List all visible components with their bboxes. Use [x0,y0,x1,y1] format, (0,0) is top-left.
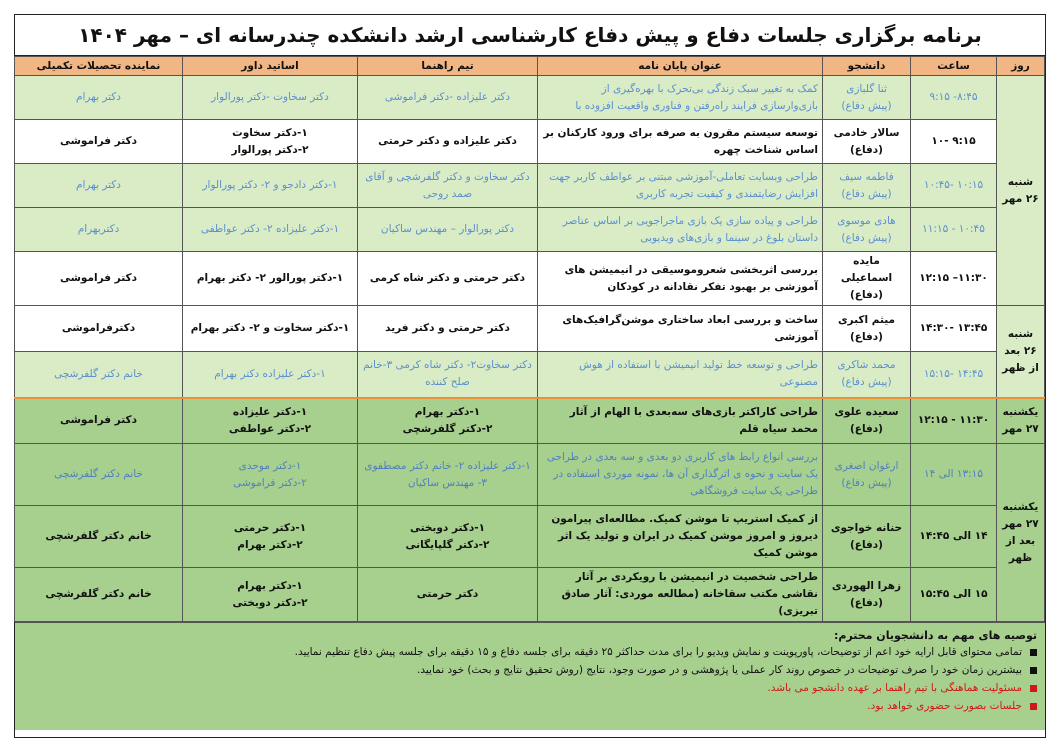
referees-cell: ۱-دکتر پورالور ۲- دکتر بهرام [183,252,358,306]
referees-cell: ۱-دکتر موحدی ۲-دکتر فراموشی [183,444,358,506]
bullet-square-icon [1030,649,1037,656]
student-name: حنانه خواجوی [830,521,903,534]
rep-cell: خانم دکتر گلفرشچی [15,444,183,506]
referees-cell: ۱-دکتر علیزاده ۲- دکتر عواطفی [183,208,358,252]
thesis-title-cell: کمک به تغییر سبک زندگی بی‌تحرک با بهره‌گیری از بازی‌وارسازی فرایند راه‌رفتن و فناوری واقعیت افزوده با [538,76,823,120]
time-cell: ۱۴ الی ۱۴:۴۵ [911,506,997,568]
rep-cell: دکتربهرام [15,208,183,252]
note-item: بیشترین زمان خود را صرف توضیحات در خصوص روند کار عملی یا پژوهشی و در صورت وجود، نتایج (روش تحقیق نتایج و بحث) خود نمایید. [23,664,1037,676]
table-row [15,252,1045,306]
header-advisors: تیم راهنما [358,57,538,76]
student-name: ثنا گلبازی [846,82,887,95]
referees-cell: ۱-دکتر سخاوت و ۲- دکتر بهرام [183,306,358,352]
session-type: (پیش دفاع) [841,476,892,489]
advisors-cell: دکتر حرمتی و دکتر فرید [358,306,538,352]
advisors-cell: دکتر علیزاده و دکتر حرمتی [358,120,538,164]
schedule-table [14,56,1045,622]
student-cell [823,444,911,506]
bullet-square-icon [1030,703,1037,710]
table-row [15,76,1045,120]
table-row [15,568,1045,622]
session-type: (دفاع) [850,422,883,435]
student-name: مایده اسماعیلی [840,255,893,284]
referees-cell: دکتر سخاوت -دکتر پورالوار [183,76,358,120]
thesis-title-cell: طراحی وبسایت تعاملی-آموزشی مبتنی بر عواطف کاربر جهت افزایش رضایتمندی و کیفیت تجربه کاربری [538,164,823,208]
referees-cell: ۱-دکتر دادجو و ۲- دکتر پورالوار [183,164,358,208]
notes-heading: توصیه های مهم به دانشجویان محترم: [833,629,1037,642]
student-cell [823,208,911,252]
session-type: (پیش دفاع) [841,231,892,244]
student-cell [823,398,911,444]
time-cell: ۱۳:۴۵ -۱۴:۳۰ [911,306,997,352]
student-cell [823,352,911,398]
schedule-sheet [14,14,1046,738]
rep-cell: دکتر بهرام [15,76,183,120]
session-type: (پیش دفاع) [841,187,892,200]
table-row [15,352,1045,398]
time-cell: ۹:۱۵ -۱۰ [911,120,997,164]
header-student: دانشجو [823,57,911,76]
time-cell: ۱۴:۴۵ -۱۵:۱۵ [911,352,997,398]
student-cell [823,252,911,306]
rep-cell: خانم دکتر گلفرشچی [15,506,183,568]
referees-cell: ۱-دکتر حرمتی ۲-دکتر بهرام [183,506,358,568]
header-rep: نماینده تحصیلات تکمیلی [15,57,183,76]
advisors-cell: ۱-دکتر علیزاده ۲- خانم دکتر مصطفوی ۳- مهندس ساکیان [358,444,538,506]
bullet-square-icon [1030,667,1037,674]
advisors-cell: دکتر علیزاده -دکتر فراموشی [358,76,538,120]
rep-cell: خانم دکتر گلفرشچی [15,568,183,622]
thesis-title-cell: طراحی شخصیت در انیمیشن با رویکردی بر آثار نقاشی مکتب سقاخانه (مطالعه موردی: آثار صادق تبریزی) [538,568,823,622]
note-item-red: جلسات بصورت حضوری خواهد بود. [23,700,1037,712]
thesis-title-cell: طراحی کاراکتر بازی‌های سه‌بعدی با الهام از آثار محمد سیاه قلم [538,398,823,444]
session-type: (دفاع) [850,143,883,156]
student-name: زهرا الهوردی [831,579,902,592]
session-type: (دفاع) [850,596,883,609]
table-header-row [15,57,1045,76]
time-cell: ۱۰:۴۵ - ۱۱:۱۵ [911,208,997,252]
student-name: فاطمه سیف [839,170,894,183]
student-cell [823,120,911,164]
session-type: (پیش دفاع) [841,99,892,112]
thesis-title-cell: بررسی اثربخشی شعروموسیقی در انیمیشن های آموزشی بر بهبود تفکر نقادانه در کودکان [538,252,823,306]
referees-cell: ۱-دکتر علیزاده دکتر بهرام [183,352,358,398]
referees-cell: ۱-دکتر سخاوت ۲-دکتر پورالوار [183,120,358,164]
thesis-title-cell: طراحی و توسعه خط تولید انیمیشن با استفاده از هوش مصنوعی [538,352,823,398]
header-day: روز [997,57,1045,76]
student-cell [823,506,911,568]
advisors-cell: دکتر سخاوت و دکتر گلفرشچی و آقای صمد روحی [358,164,538,208]
session-type: (دفاع) [850,538,883,551]
header-time: ساعت [911,57,997,76]
rep-cell: دکتر فراموشی [15,398,183,444]
page-title: برنامه برگزاری جلسات دفاع و پیش دفاع کارشناسی ارشد دانشکده چندرسانه ای – مهر ۱۴۰۴ [15,15,1045,56]
advisors-cell: ۱-دکتر دوبختی ۲-دکتر گلپایگانی [358,506,538,568]
note-item: تمامی محتوای قابل ارایه خود اعم از توضیحات، پاورپوینت و نمایش ویدیو را برای مدت حداکثر ۲۵ دقیقه برای جلسه دفاع و ۱۵ دقیقه برای جلسه پیش دفاع تنظیم نمایید. [23,646,1037,658]
time-cell: ۱۱:۳۰– ۱۲:۱۵ [911,252,997,306]
thesis-title-cell: بررسی انواع رابط های کاربری دو بعدی و سه بعدی در طراحی یک سایت و نحوه ی اثرگذاری آن ها، نمونه موردی استفاده در طراحی یک سایت فروشگاهی [538,444,823,506]
student-name: سعیده علوی [834,405,899,418]
student-name: میثم اکبری [837,313,896,326]
student-name: محمد شاکری [837,359,896,372]
advisors-cell: دکتر حرمتی [358,568,538,622]
time-cell: ۱۰:۱۵ -۱۰:۴۵ [911,164,997,208]
referees-cell: ۱-دکتر بهرام ۲-دکتر دوبختی [183,568,358,622]
thesis-title-cell: ساخت و بررسی ابعاد ساختاری موشن‌گرافیک‌های آموزشی [538,306,823,352]
student-cell [823,164,911,208]
rep-cell: دکتر فراموشی [15,120,183,164]
day-cell: شنبه ۲۶ بعد از ظهر [997,306,1045,398]
advisors-cell: دکتر پورالوار – مهندس ساکیان [358,208,538,252]
day-cell: یکشنبه ۲۷ مهر [997,398,1045,444]
table-row [15,398,1045,444]
notes-panel [15,622,1045,730]
bullet-square-icon [1030,685,1037,692]
table-row [15,208,1045,252]
table-row [15,444,1045,506]
rep-cell: دکتر بهرام [15,164,183,208]
table-row [15,164,1045,208]
student-name: هادی موسوی [837,214,896,227]
thesis-title-cell: از کمیک استریپ تا موشن کمیک. مطالعه‌ای پیرامون دیروز و امروز موشن کمیک در ایران و تولید یک اثر موشن کمیک [538,506,823,568]
advisors-cell: دکتر سخاوت۲- دکتر شاه کرمی ۳-خانم صلح کننده [358,352,538,398]
rep-cell: دکتر فراموشی [15,252,183,306]
student-name: سالار خادمی [833,126,900,139]
day-cell: شنبه ۲۶ مهر [997,76,1045,306]
session-type: (دفاع) [850,330,883,343]
day-cell: یکشنبه ۲۷ مهر بعد از ظهر [997,444,1045,622]
header-referees: اساتید داور [183,57,358,76]
time-cell: ۸:۴۵- ۹:۱۵ [911,76,997,120]
table-row [15,306,1045,352]
student-cell [823,568,911,622]
time-cell: ۱۳:۱۵ الی ۱۴ [911,444,997,506]
advisors-cell: دکتر حرمتی و دکتر شاه کرمی [358,252,538,306]
rep-cell: دکترفراموشی [15,306,183,352]
header-thesis: عنوان پایان نامه [538,57,823,76]
student-cell [823,306,911,352]
thesis-title-cell: طراحی و پیاده سازی یک بازی ماجراجویی بر اساس عناصر داستان بلوغ در سینما و بازی‌های ویدیویی [538,208,823,252]
table-row [15,120,1045,164]
student-name: ارغوان اصغری [834,459,899,472]
referees-cell: ۱-دکتر علیزاده ۲-دکتر عواطفی [183,398,358,444]
session-type: (پیش دفاع) [841,376,892,389]
table-row [15,506,1045,568]
time-cell: ۱۵ الی ۱۵:۴۵ [911,568,997,622]
student-cell [823,76,911,120]
note-item-red: مسئولیت هماهنگی با تیم راهنما بر عهده دانشجو می باشد. [23,682,1037,694]
session-type: (دفاع) [850,289,883,301]
rep-cell: خانم دکتر گلفرشچی [15,352,183,398]
advisors-cell: ۱-دکتر بهرام ۲-دکتر گلفرشچی [358,398,538,444]
thesis-title-cell: توسعه سیستم مقرون به صرفه برای ورود کارکنان بر اساس شناخت چهره [538,120,823,164]
time-cell: ۱۱:۳۰ - ۱۲:۱۵ [911,398,997,444]
